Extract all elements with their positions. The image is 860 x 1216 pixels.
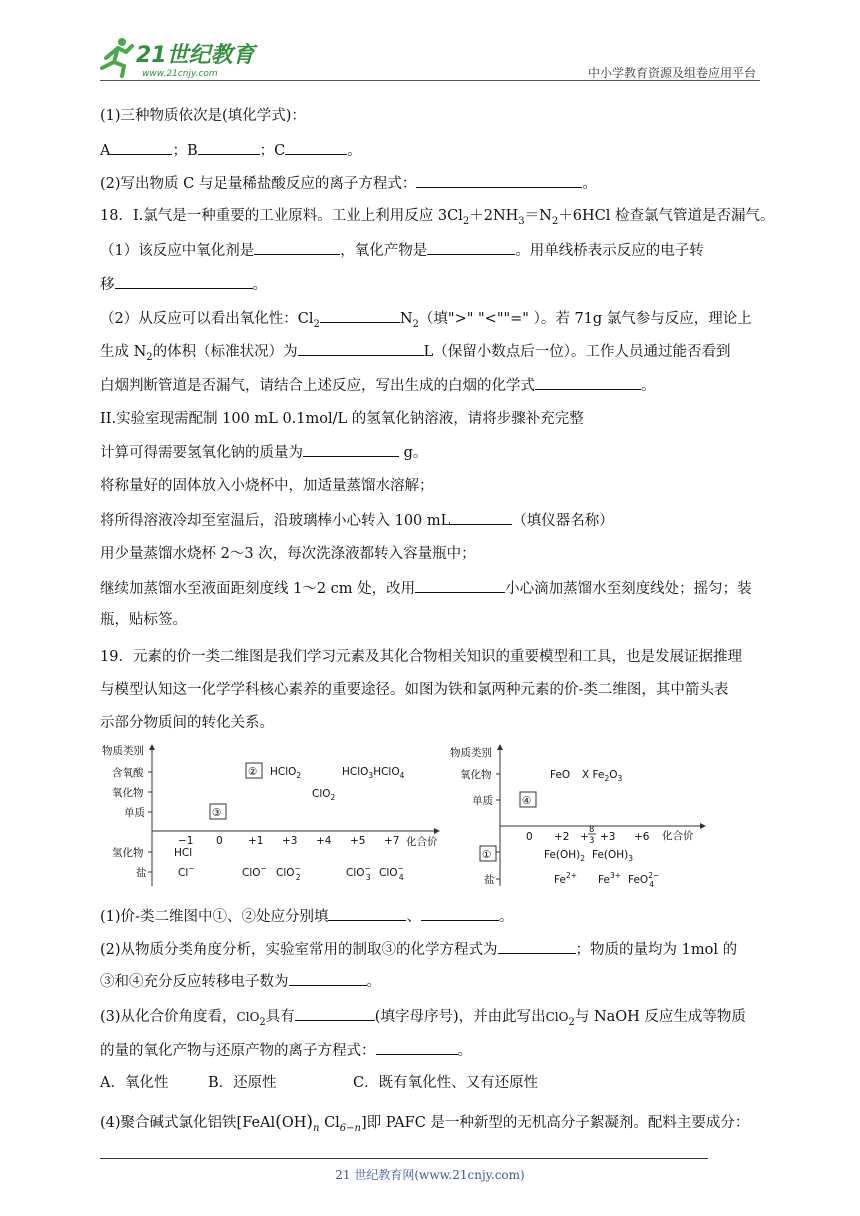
x-tick: 0 <box>526 831 533 843</box>
fe2-plus: $Fe^{2+}$ <box>554 871 577 886</box>
q19-intro-2: 与模型认知这一化学学科核心素养的重要途径。如图为铁和氯两种元素的价-类二维图，其中箭头表 <box>100 682 729 698</box>
answer-blank[interactable] <box>295 1006 375 1021</box>
footer-divider <box>100 1158 708 1159</box>
x-axis-title: 化合价 <box>406 836 438 848</box>
q19-sub2: (2)从物质分类角度分析，实验室常用的制取③的化学方程式为 ；物质的量均为 1mol 的 <box>100 939 768 960</box>
q19-options <box>100 1073 768 1093</box>
x-tick: +4 <box>316 835 332 847</box>
y-axis-arrow <box>149 744 155 750</box>
q19-intro-1: 19．元素的价一类二维图是我们学习元素及其化合物相关知识的重要模型和工具，也是发展证据推理 <box>100 649 742 665</box>
answer-blank[interactable] <box>198 140 260 155</box>
y-label: 盐 <box>484 874 495 886</box>
clo2-minus: ClO− 2 <box>276 864 301 882</box>
feoh2: $Fe(OH)_2$ <box>544 849 586 863</box>
answer-blank[interactable] <box>289 971 367 986</box>
logo-text: 21世纪教育 <box>136 43 255 68</box>
clo4-minus: ClO− 4 <box>379 864 404 882</box>
x-axis-arrow <box>700 823 706 829</box>
x-tick: +6 <box>634 831 650 843</box>
site-logo <box>92 36 262 80</box>
box-2-label: ② <box>248 766 258 778</box>
y-label: 含氧酸 <box>112 767 144 779</box>
q19-intro-3: 示部分物质间的转化关系。 <box>100 715 274 731</box>
footer-text: 21 世纪教育网(www.21cnjy.com) <box>335 1168 525 1182</box>
q18-ii-step4: 用少量蒸馏水烧杯 2～3 次，每次洗涤液都转入容量瓶中； <box>100 546 476 562</box>
logo-url: www.21cnjy.com <box>142 69 218 79</box>
q18-sub2: （2）从反应可以看出氧化性：$Cl_2$ $N_2$（填">" "<""=" ）。若 71g 氯气参与反应，理论上 <box>100 308 768 335</box>
answer-blank[interactable] <box>450 510 512 525</box>
q18-sub2-cont2: 白烟判断管道是否漏气，请结合上述反应，写出生成的白烟的化学式 。 <box>100 375 768 396</box>
runner-icon <box>102 38 132 76</box>
x-tick-fraction: + <box>580 831 589 843</box>
answer-blank[interactable] <box>110 140 172 155</box>
x-tick: +7 <box>384 835 400 847</box>
x-axis-title: 化合价 <box>662 830 694 842</box>
y-axis-arrow <box>497 744 503 750</box>
q18-ii-step1: 计算可得需要氢氧化钠的质量为 g。 <box>100 442 768 463</box>
q19-sub3: (3)从化合价角度看，ClO$_2$具有 (填字母序号)，并由此写出ClO$_2$与 NaOH 反应生成等物质 <box>100 1006 768 1033</box>
header-platform-text: 中小学教育资源及组卷应用平台 <box>587 66 756 80</box>
answer-blank[interactable] <box>320 308 400 323</box>
box-1-label: ① <box>482 849 492 861</box>
y-label: 氢化物 <box>112 847 144 859</box>
option-c[interactable]: C．既有氧化性、又有还原性 <box>353 1075 539 1091</box>
q17-part1: (1)三种物质依次是(填化学式)： <box>100 108 306 124</box>
answer-blank[interactable] <box>285 140 347 155</box>
q17-part2: (2)写出物质 C 与足量稀盐酸反应的离子方程式： 。 <box>100 173 768 194</box>
iron-valence-diagram <box>446 742 714 890</box>
y-label: 单质 <box>124 807 145 819</box>
feo: FeO <box>550 769 571 781</box>
hclo3-hclo4: HClO$_3$HClO$_4$ <box>342 766 405 780</box>
answer-blank[interactable] <box>376 1040 458 1055</box>
x-fe2o3: X $Fe_2O_3$ <box>582 769 623 783</box>
answer-blank[interactable] <box>427 240 515 255</box>
x-tick: +2 <box>554 831 570 843</box>
y-label: 氧化物 <box>112 787 144 799</box>
q19-sub3-cont: 的量的氧化产物与还原产物的离子方程式： 。 <box>100 1040 768 1061</box>
header-divider <box>100 80 760 81</box>
answer-blank[interactable] <box>298 341 424 356</box>
cl-minus: Cl− <box>178 864 195 879</box>
q18-sub2-cont: 生成 $N_2$的体积（标准状况）为 L（保留小数点后一位）。工作人员通过能否看到 <box>100 341 768 368</box>
hclo2: HClO$_2$ <box>270 766 302 780</box>
q18-ii-step2: 将称量好的固体放入小烧杯中，加适量蒸馏水溶解； <box>100 478 434 494</box>
x-tick-frac-num: 8 <box>589 825 595 835</box>
hcl: HCl <box>174 847 193 859</box>
answer-blank[interactable] <box>535 375 641 390</box>
y-axis-title: 物质类别 <box>102 745 144 757</box>
x-axis-arrow <box>434 828 440 834</box>
x-tick: −1 <box>178 835 194 847</box>
y-label: 单质 <box>472 795 493 807</box>
feoh3: $Fe(OH)_3$ <box>592 849 634 863</box>
q19-sub2-cont: ③和④充分反应转移电子数为 。 <box>100 971 768 992</box>
answer-blank[interactable] <box>415 578 505 593</box>
answer-blank[interactable] <box>303 442 399 457</box>
y-label: 盐 <box>136 867 147 879</box>
x-tick: 0 <box>216 835 223 847</box>
feo4-2minus: FeO$^{2-}$ 4 <box>628 871 660 889</box>
clo3-minus: ClO− 3 <box>346 864 371 882</box>
x-tick: +3 <box>282 835 298 847</box>
q19-sub1: (1)价-类二维图中①、②处应分别填 、 。 <box>100 906 768 927</box>
box-4-label: ④ <box>522 795 532 807</box>
q18-ii-step6: 瓶，贴标签。 <box>100 612 187 628</box>
q18-sub1: （1）该反应中氧化剂是 ，氧化产物是 。用单线桥表示反应的电子转 <box>100 240 768 261</box>
q19-sub4: (4)聚合碱式氯化铝铁[$FeAl(OH)_n$ $Cl_{6-n}$]即 PAFC 是一种新型的无机高分子絮凝剂。配料主要成分： <box>100 1112 750 1134</box>
q18-sub1-cont: 移 。 <box>100 274 768 295</box>
q18-ii-step5: 继续加蒸馏水至液面距刻度线 1～2 cm 处，改用 小心滴加蒸馏水至刻度线处；摇匀；装 <box>100 578 768 599</box>
option-a[interactable]: A．氧化性 <box>100 1075 169 1091</box>
answer-blank[interactable] <box>498 939 576 954</box>
x-tick: +1 <box>248 835 264 847</box>
answer-blank[interactable] <box>328 906 406 921</box>
clo-minus: ClO− <box>242 864 267 879</box>
x-tick: +5 <box>350 835 366 847</box>
box-3-label: ③ <box>212 807 222 819</box>
fe3-plus: $Fe^{3+}$ <box>598 871 621 886</box>
answer-blank[interactable] <box>115 274 253 289</box>
x-tick-frac-den: 3 <box>589 836 595 846</box>
chlorine-valence-diagram <box>100 742 445 890</box>
clo2: ClO$_2$ <box>312 788 336 802</box>
q17-answers: A ；B ；C 。 <box>100 140 768 161</box>
q18-ii-step3: 将所得溶液冷却至室温后，沿玻璃棒小心转入 100 mL （填仪器名称） <box>100 510 768 531</box>
answer-blank[interactable] <box>421 906 499 921</box>
q18-ii-title: II.实验室现需配制 100 mL 0.1mol/L 的氢氧化钠溶液，请将步骤补充完整 <box>100 411 584 427</box>
x-tick: +3 <box>600 831 616 843</box>
q18-intro: 18．I.氯气是一种重要的工业原料。工业上利用反应 $3Cl_2+2NH_3=N_2+6HCl$ 检查氯气管道是否漏气。 <box>100 208 775 227</box>
y-axis-title: 物质类别 <box>450 747 492 759</box>
answer-blank[interactable] <box>416 173 582 188</box>
y-label: 氧化物 <box>460 769 492 781</box>
answer-blank[interactable] <box>254 240 340 255</box>
option-b[interactable]: B．还原性 <box>208 1075 277 1091</box>
